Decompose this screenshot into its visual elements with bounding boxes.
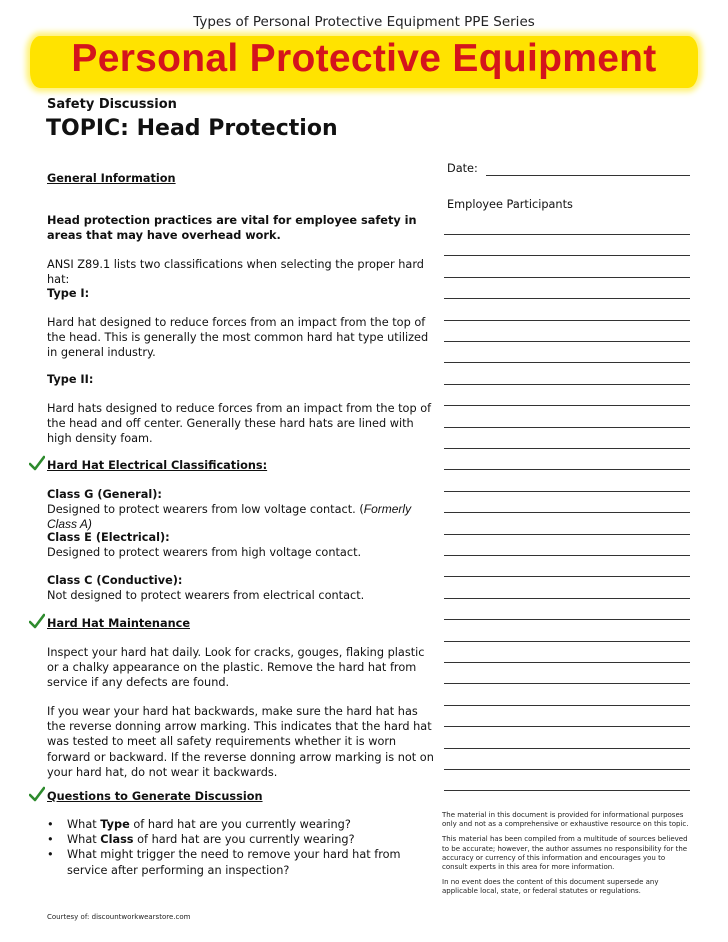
intro-paragraph: Head protection practices are vital for employee safety in areas that may have overhead work. <box>47 214 417 243</box>
maintenance-paragraph-1: Inspect your hard hat daily. Look for cracks, gouges, flaking plastic or a chalky appearance on the plastic. Remove the hard hat from service if any defects are found. <box>47 646 425 690</box>
participant-signature-line[interactable] <box>444 384 690 385</box>
participant-signature-line[interactable] <box>444 255 690 256</box>
type1-text: Hard hat designed to reduce forces from an impact from the top of the head. This is generally the most common hard hat type utilized in general industry. <box>47 316 429 360</box>
participant-signature-line[interactable] <box>444 641 690 642</box>
list-item: • What Class of hard hat are you currently wearing? <box>47 832 432 847</box>
list-item: • What might trigger the need to remove your hard hat from service after performing an inspection? <box>47 847 432 877</box>
class-e-block: Class E (Electrical): Designed to protect wearers from high voltage contact. <box>47 531 362 560</box>
date-label: Date: <box>447 162 478 175</box>
participant-signature-line[interactable] <box>444 726 690 727</box>
electrical-classifications-heading: Hard Hat Electrical Classifications: <box>47 459 268 472</box>
maintenance-paragraph-2: If you wear your hard hat backwards, make sure the hard hat has the reverse donning arrow marking. This indicates that the hard hat was tested to meet all safety requirements whether it is worn forward or backward. If the reverse donning arrow marking is not on your hard hat, do not wear it backwards. <box>47 705 434 779</box>
participant-signature-line[interactable] <box>444 448 690 449</box>
participant-signature-line[interactable] <box>444 405 690 406</box>
participant-signature-line[interactable] <box>444 769 690 770</box>
safety-discussion-label: Safety Discussion <box>47 97 177 112</box>
class-c-block: Class C (Conductive): Not designed to protect wearers from electrical contact. <box>47 574 365 603</box>
topic-title: TOPIC: Head Protection <box>46 116 338 141</box>
type1-heading: Type I: <box>47 287 90 300</box>
participant-signature-line[interactable] <box>444 362 690 363</box>
banner-title: Personal Protective Equipment <box>71 37 657 80</box>
series-title: Types of Personal Protective Equipment PPE Series <box>193 14 535 30</box>
participant-signature-line[interactable] <box>444 491 690 492</box>
checkmark-icon <box>29 613 45 629</box>
participant-signature-line[interactable] <box>444 277 690 278</box>
questions-heading: Questions to Generate Discussion <box>47 790 263 803</box>
employee-participants-label: Employee Participants <box>447 198 573 211</box>
participant-signature-line[interactable] <box>444 598 690 599</box>
participant-signature-line[interactable] <box>444 705 690 706</box>
ansi-paragraph: ANSI Z89.1 lists two classifications when selecting the proper hard hat: <box>47 258 424 287</box>
participant-signature-line[interactable] <box>444 619 690 620</box>
participant-signature-line[interactable] <box>444 427 690 428</box>
participant-signature-line[interactable] <box>444 512 690 513</box>
participant-signature-line[interactable] <box>444 576 690 577</box>
class-g-block: Class G (General): Designed to protect wearers from low voltage contact. (Formerly Class A) <box>47 488 412 532</box>
participant-signature-line[interactable] <box>444 234 690 235</box>
date-field[interactable] <box>486 175 690 176</box>
courtesy-footer: Courtesy of: discountworkwearstore.com <box>47 913 191 921</box>
participant-signature-line[interactable] <box>444 534 690 535</box>
participant-signature-line[interactable] <box>444 469 690 470</box>
checkmark-icon <box>29 455 45 471</box>
participant-signature-line[interactable] <box>444 298 690 299</box>
participant-signature-line[interactable] <box>444 683 690 684</box>
participant-signature-line[interactable] <box>444 320 690 321</box>
participant-signature-line[interactable] <box>444 790 690 791</box>
list-item: • What Type of hard hat are you currently wearing? <box>47 817 432 832</box>
general-information-heading: General Information <box>47 172 176 185</box>
participant-signature-line[interactable] <box>444 662 690 663</box>
maintenance-heading: Hard Hat Maintenance <box>47 617 190 630</box>
participant-signature-line[interactable] <box>444 555 690 556</box>
participant-signature-line[interactable] <box>444 748 690 749</box>
type2-text: Hard hats designed to reduce forces from an impact from the top of the head and off center. Generally these hard hats are lined with high density foam. <box>47 402 432 446</box>
participant-signature-line[interactable] <box>444 341 690 342</box>
disclaimer: The material in this document is provided for informational purposes only and not as a comprehensive or exhaustive resource on this topic. This material has been compiled from a multitude of sources believed to be accurate; however, the author assumes no responsibility for the accuracy or currency of this information and encourages you to consult experts in this area for more information. In no event does the content of this document supersede any applicable local, state, or federal statutes or regulations. <box>442 811 689 896</box>
checkmark-icon <box>29 786 45 802</box>
questions-list <box>47 817 432 878</box>
type2-heading: Type II: <box>47 373 94 386</box>
